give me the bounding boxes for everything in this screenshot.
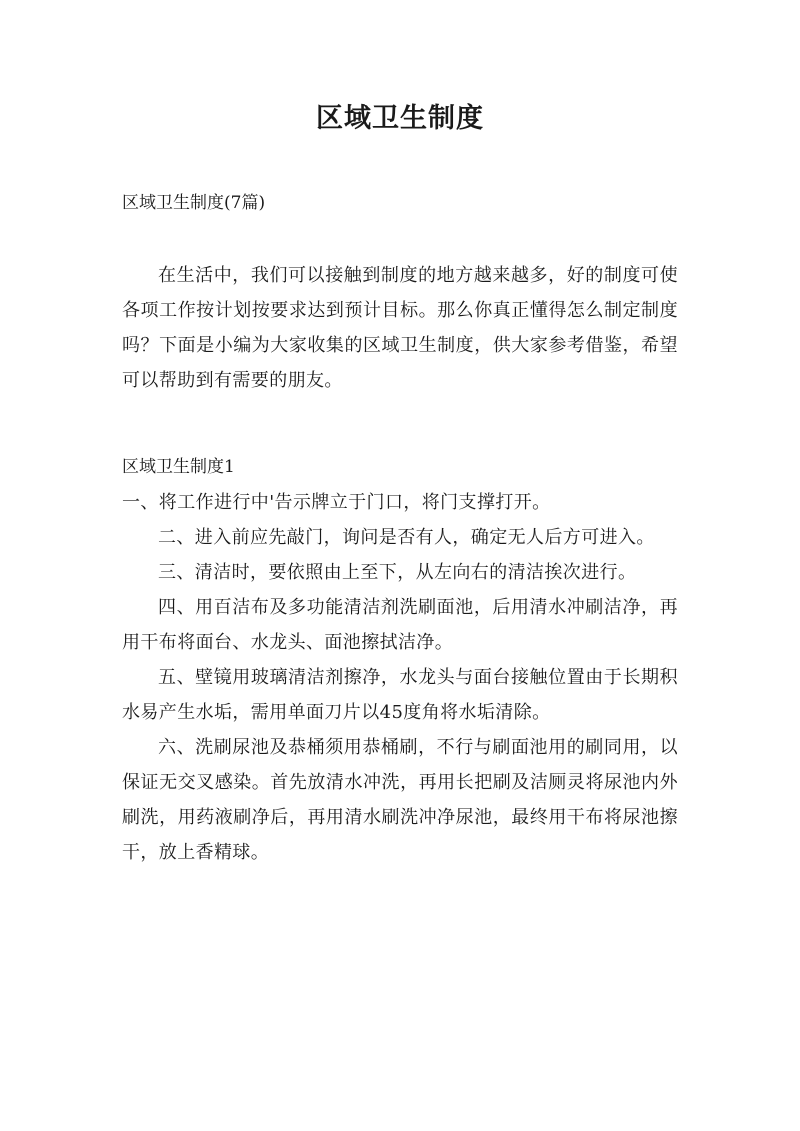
- intro-paragraph: 在生活中，我们可以接触到制度的地方越来越多，好的制度可使各项工作按计划按要求达到预计目标。那么你真正懂得怎么制定制度吗？下面是小编为大家收集的区域卫生制度，供大家参考借鉴，希望可以帮助到有需要的朋友。: [122, 265, 678, 391]
- rule-item-1: 一、将工作进行中'告示牌立于门口，将门支撑打开。: [122, 492, 551, 513]
- rule-item-2: 二、进入前应先敲门，询问是否有人，确定无人后方可进入。: [158, 527, 655, 548]
- rule-item-5: 五、壁镜用玻璃清洁剂擦净，水龙头与面台接触位置由于长期积水易产生水垢，需用单面刀片以45度角将水垢清除。: [122, 667, 678, 723]
- section-heading: 区域卫生制度1: [122, 457, 235, 477]
- document-subtitle: 区域卫生制度(7篇): [122, 193, 266, 213]
- rule-item-4: 四、用百洁布及多功能清洁剂洗刷面池，后用清水冲刷洁净，再用干布将面台、水龙头、面池擦拭洁净。: [122, 597, 678, 653]
- document-title: 区域卫生制度: [316, 103, 484, 134]
- rules-list: [122, 485, 678, 870]
- rule-item-3: 三、清洁时，要依照由上至下，从左向右的清洁挨次进行。: [158, 562, 637, 583]
- rule-item-6: 六、洗刷尿池及恭桶须用恭桶刷，不行与刷面池用的刷同用，以保证无交叉感染。首先放清水冲洗，再用长把刷及洁厕灵将尿池内外刷洗，用药液刷净后，再用清水刷洗冲净尿池，最终用干布将尿池擦干，放上香精球。: [122, 737, 678, 863]
